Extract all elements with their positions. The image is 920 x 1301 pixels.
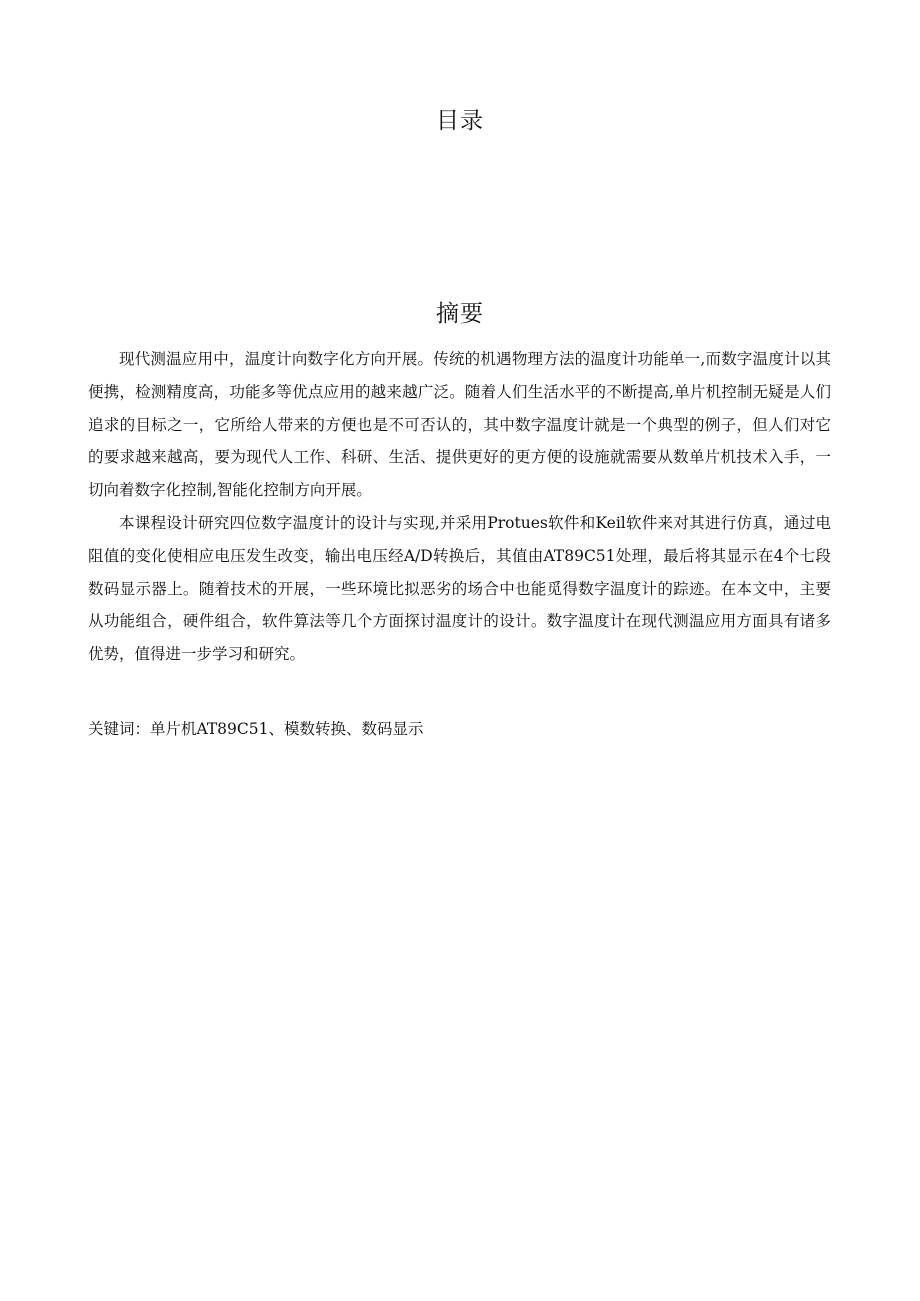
keywords-line: 关键词：单片机AT89C51、模数转换、数码显示 — [88, 720, 424, 738]
toc-heading: 目录 — [436, 108, 484, 134]
abstract-body — [88, 343, 831, 671]
abstract-paragraph-2: 本课程设计研究四位数字温度计的设计与实现,并采用Protues软件和Keil软件来对其进行仿真，通过电阻值的变化使相应电压发生改变，输出电压经A/D转换后，其值由AT89C51处理，最后将其显示在4个七段数码显示器上。随着技术的开展，一些环境比拟恶劣的场合中也能觅得数字温度计的踪迹。在本文中，主要从功能组合，硬件组合，软件算法等几个方面探讨温度计的设计。数字温度计在现代测温应用方面具有诸多优势，值得进一步学习和研究。 — [88, 513, 831, 664]
abstract-paragraph-1: 现代测温应用中，温度计向数字化方向开展。传统的机遇物理方法的温度计功能单一,而数字温度计以其便携，检测精度高，功能多等优点应用的越来越广泛。随着人们生活水平的不断提高,单片机控制无疑是人们追求的目标之一，它所给人带来的方便也是不可否认的，其中数字温度计就是一个典型的例子，但人们对它的要求越来越高，要为现代人工作、科研、生活、提供更好的更方便的设施就需要从数单片机技术入手，一切向着数字化控制,智能化控制方向开展。 — [88, 350, 831, 500]
abstract-heading: 摘要 — [436, 301, 484, 327]
